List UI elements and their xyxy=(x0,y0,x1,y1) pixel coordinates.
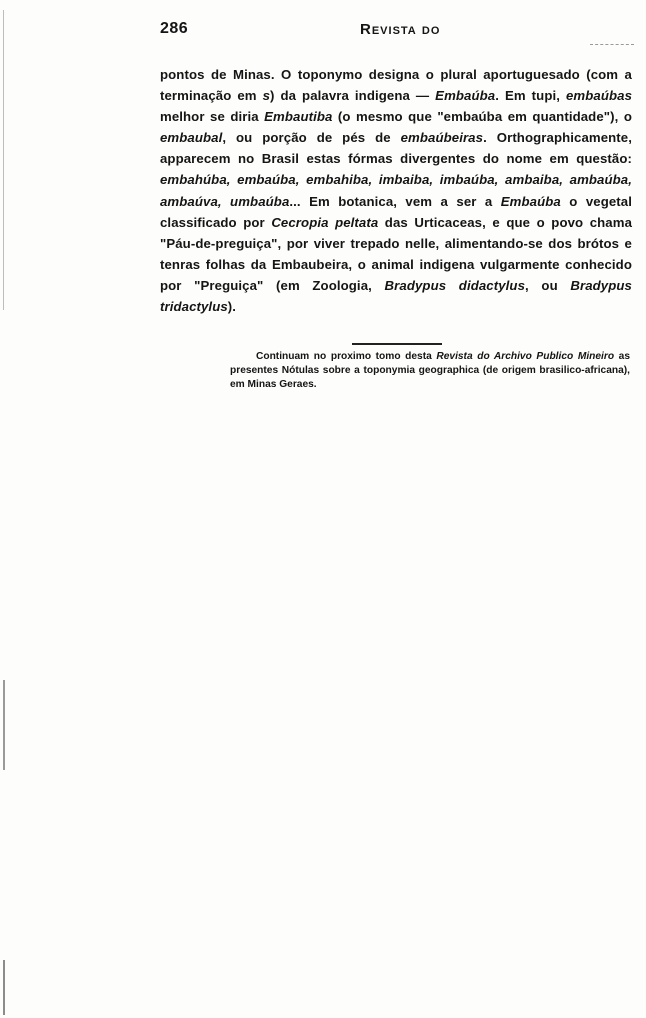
text-run: Continuam no proximo tomo desta xyxy=(256,351,437,362)
italic-text-run: Bradypus tridactylus xyxy=(160,277,632,315)
italic-text-run: Bradypus didactylus xyxy=(384,277,526,293)
italic-text-run: Embaúba xyxy=(500,193,561,209)
italic-text-run: Embaúba xyxy=(435,88,496,104)
page-number: 286 xyxy=(160,20,189,37)
italic-text-run: embaúbeiras xyxy=(400,130,484,146)
italic-text-run: s xyxy=(262,88,271,104)
text-run: . Em tupi, xyxy=(495,88,566,104)
italic-text-run: embaúbas xyxy=(565,88,633,104)
footnote xyxy=(230,350,630,391)
text-run: melhor se diria xyxy=(160,109,265,125)
body-paragraph xyxy=(160,64,632,317)
text-run: ... Em botanica, vem a ser a xyxy=(289,193,501,209)
text-run: ). xyxy=(227,299,237,315)
italic-text-run: embahúba, embaúba, embahiba, imbaiba, imbaúba, ambaiba, ambaúba, ambaúva, umbaúba xyxy=(160,172,632,209)
text-run: , ou xyxy=(525,277,571,293)
footnote-text xyxy=(230,350,630,391)
text-run: . Orthographicamente, apparecem no Brasil estas fórmas divergentes do nome em questão: xyxy=(160,130,632,167)
text-run: ) da palavra indigena — xyxy=(270,88,436,104)
scan-edge-artifact xyxy=(3,10,4,310)
footnote-separator-rule xyxy=(352,343,442,345)
header-rule xyxy=(590,44,634,45)
scan-edge-artifact xyxy=(3,960,5,1015)
italic-text-run: Embautiba xyxy=(264,109,333,125)
text-run: pontos de Minas. O toponymo designa o plural aportuguesado (com a terminação em xyxy=(160,67,632,104)
text-run: as presentes Nótulas sobre a toponymia geographica (de origem brasilico-africana), em Minas Geraes. xyxy=(230,351,630,390)
text-run: (o mesmo que "embaúba em quantidade"), o xyxy=(332,109,632,125)
text-run: , ou porção de pés de xyxy=(222,130,401,146)
italic-text-run: embaubal xyxy=(160,130,223,146)
paragraph-text xyxy=(160,64,632,317)
italic-text-run: Cecropia peltata xyxy=(271,214,379,230)
page-header xyxy=(160,20,634,46)
scan-edge-artifact xyxy=(3,680,5,770)
italic-text-run: Revista do Archivo Publico Mineiro xyxy=(436,351,615,362)
text-run: das Urticaceas, e que o povo chama "Páu-de-preguiça", por viver trepado nelle, alimentando-se dos brótos e tenras folhas da Embaubeira, o animal indigena vulgarmente conhecido por "Preguiça" (em Zoologia, xyxy=(160,214,633,293)
running-head: Revista do xyxy=(360,21,441,38)
text-run: o vegetal classificado por xyxy=(160,193,632,230)
